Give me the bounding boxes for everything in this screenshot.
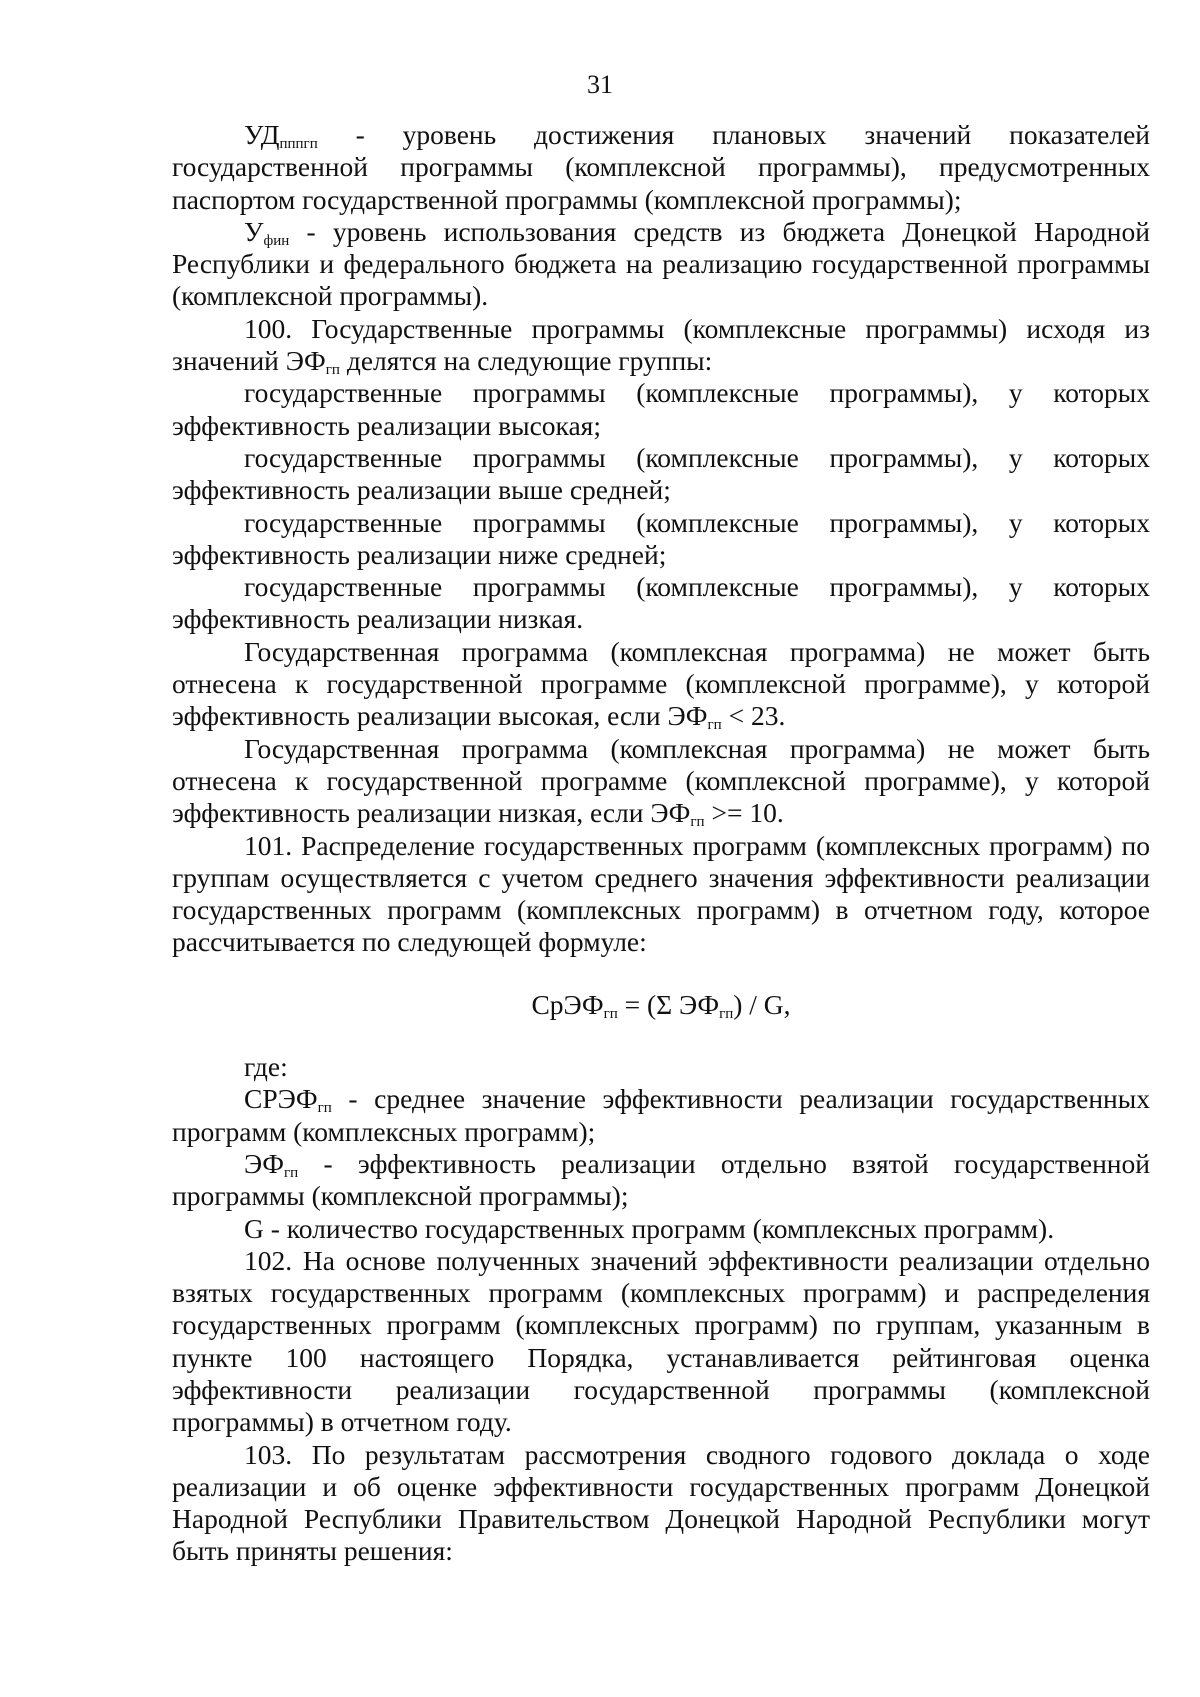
definition-ufin-paragraph: $У_{фин}$ - уровень использования средств из бюджета Донецкой Народной Республики и федерального бюджета на реализацию государственной программы (комплексной программы). (172, 215, 1150, 312)
group-high-paragraph: государственные программы (комплексные программы), у которых эффективность реализации высокая; (172, 377, 1150, 441)
group-above-average-paragraph: государственные программы (комплексные программы), у которых эффективность реализации выше средней; (172, 441, 1150, 506)
average-efficiency-formula: СрЭФ$_{гп}$ = (Σ $ЭФ_{гп}$) / G, (531, 988, 791, 1022)
page-number: 31 (587, 70, 613, 99)
definition-sref-paragraph: $СРЭФ_{гп}$ - среднее значение эффективности реализации государственных программ (комплексных программ); (172, 1083, 1150, 1147)
definition-g-paragraph: G - количество государственных программ (комплексных программ). (244, 1212, 1055, 1244)
clause-100-paragraph: 100. Государственные программы (комплексные программы) исходя из значений $ЭФ_{гп}$ делятся на следующие группы: (172, 312, 1150, 379)
group-low-paragraph: государственные программы (комплексные программы), у которых эффективность реализации низкая. (172, 571, 1150, 635)
definition-ud-paragraph: $УД_{пппгп}$ - уровень достижения плановых значений показателей государственной программы (комплексной программы), предусмотренных паспортом государственной программы (комплексной программы); (172, 119, 1150, 215)
group-below-average-paragraph: государственные программы (комплексные программы), у которых эффективность реализации ниже средней; (172, 506, 1150, 570)
clause-101-paragraph: 101. Распределение государственных программ (комплексных программ) по группам осуществляется с учетом среднего значения эффективности реализации государственных программ (комплексных программ) в отчетном году, которое рассчитывается по следующей формуле: (172, 829, 1150, 958)
document-body (172, 119, 1150, 1568)
clause-102-paragraph: 102. На основе полученных значений эффективности реализации отдельно взятых государственных программ (комплексных программ) и распределения государственных программ (комплексных программ) по группам, указанным в пункте 100 настоящего Порядка, устанавливается рейтинговая оценка эффективности реализации государственной программы (комплексной программы) в отчетном году. (172, 1244, 1150, 1438)
clause-103-paragraph: 103. По результатам рассмотрения сводного годового доклада о ходе реализации и об оценке эффективности государственных программ Донецкой Народной Республики Правительством Донецкой Народной Республики могут быть приняты решения: (172, 1438, 1150, 1567)
definition-ef-paragraph: $ЭФ_{гп}$ - эффективность реализации отдельно взятой государственной программы (комплексной программы); (172, 1147, 1150, 1212)
where-label: где: (244, 1051, 288, 1083)
low-restriction-paragraph: Государственная программа (комплексная программа) не может быть отнесена к государственной программе (комплексной программе), у которой эффективность реализации низкая, если $ЭФ_{гп} >= 10$. (172, 732, 1150, 831)
high-restriction-paragraph: Государственная программа (комплексная программа) не может быть отнесена к государственной программе (комплексной программе), у которой эффективность реализации высокая, если $ЭФ_{гп} < 23$. (172, 635, 1150, 734)
